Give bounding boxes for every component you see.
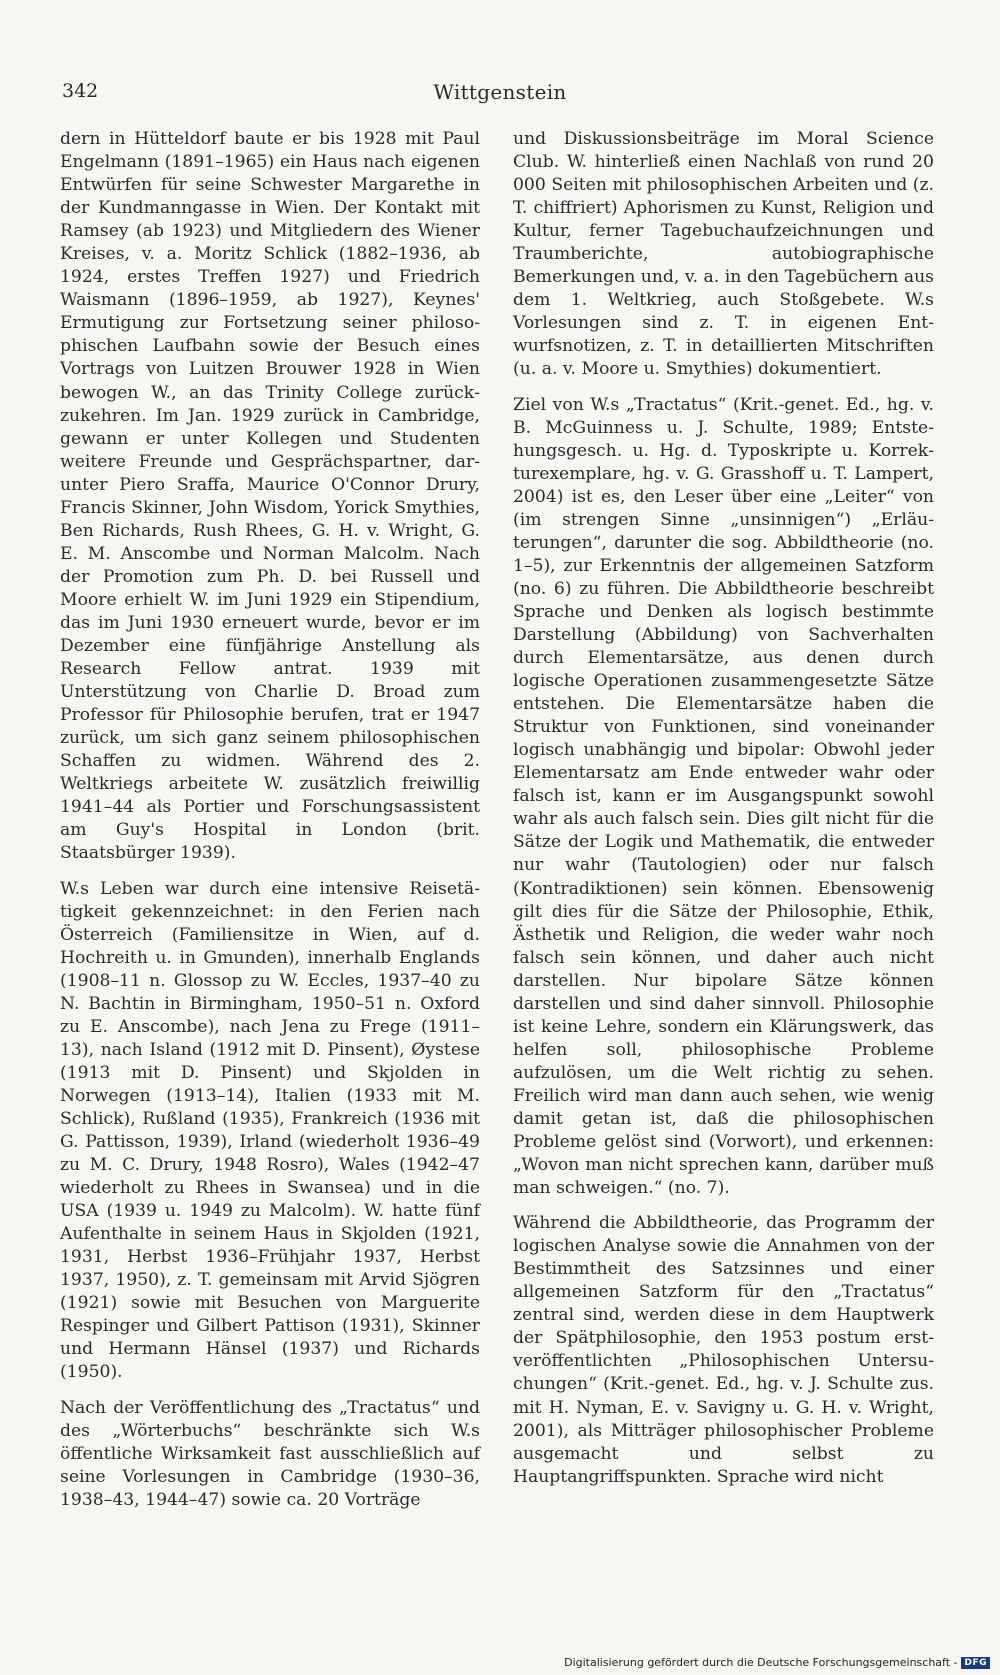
dfg-logo: DFG bbox=[961, 1657, 990, 1669]
page-number: 342 bbox=[62, 80, 99, 102]
paragraph: Während die Abbildtheorie, das Programm der logischen Analyse sowie die Annahmen von der Bestimmtheit des Satzsinnes und einer allgemeinen Satzform für den „Tractatus“ zentral sind, werden diese in dem Hauptwerk der Spätphilosophie, den 1953 postum erstveröffentlichten „Philosophischen Untersuchungen“ (Krit.-genet. Ed., hg. v. J. Schulte zus. mit H. Nyman, E. v. Savigny u. G. H. v. Wright, 2001), als Mitträger philosophischer Probleme ausgemacht und selbst zu Hauptangriffspunkten. Sprache wird nicht bbox=[513, 1213, 934, 1487]
right-column bbox=[513, 128, 934, 1489]
paragraph: Nach der Veröffentlichung des „Tractatus“ und des „Wörterbuchs“ beschränkte sich W.s öffentliche Wirksamkeit fast ausschließlich auf seine Vorlesungen in Cambridge (1930–36, 1938–43, 1944–47) sowie ca. 20 Vorträge bbox=[60, 1397, 480, 1510]
left-column bbox=[60, 128, 480, 1512]
paragraph: und Diskussionsbeiträge im Moral Science Club. W. hinterließ einen Nachlaß von rund 20 000 Seiten mit philosophischen Arbeiten und (z. T. chiffriert) Aphorismen zu Kunst, Religion und Kultur, ferner Tagebuchaufzeichnungen und Traumberichte, autobiographische Bemerkungen und, v. a. in den Tagebüchern aus dem 1. Weltkrieg, auch Stoßgebete. W.s Vorlesungen sind z. T. in eigenen Entwurfsnotizen, z. T. in detaillierten Mitschriften (u. a. v. Moore u. Smythies) dokumentiert. bbox=[513, 129, 934, 380]
running-head: Wittgenstein bbox=[433, 80, 567, 104]
footer-text: Digitalisierung gefördert durch die Deutsche Forschungsgemeinschaft - bbox=[564, 1656, 958, 1669]
footer-credit bbox=[564, 1656, 990, 1669]
paragraph: W.s Leben war durch eine intensive Reisetätigkeit gekennzeichnet: in den Ferien nach Österreich (Familiensitze in Wien, auf d. Hochreith u. in Gmunden), innerhalb Englands (1908–11 n. Glossop zu W. Eccles, 1937–40 zu N. Bachtin in Birmingham, 1950–51 n. Oxford zu E. Anscombe), nach Jena zu Frege (1911–13), nach Island (1912 mit D. Pinsent), Øystese (1913 mit D. Pinsent) und Skjolden in Norwegen (1913–14), Italien (1933 mit M. Schlick), Rußland (1935), Frankreich (1936 mit G. Pattisson, 1939), Irland (wiederholt 1936–49 zu M. C. Drury, 1948 Rosro), Wales (1942–47 wiederholt zu Rhees in Swansea) und in die USA (1939 u. 1949 zu Malcolm). W. hatte fünf Aufenthalte in seinem Haus in Skjolden (1921, 1931, Herbst 1936–Frühjahr 1937, Herbst 1937, 1950), z. T. gemeinsam mit Arvid Sjögren (1921) sowie mit Besuchen von Marguerite Respinger und Gilbert Pattison (1931), Skinner und Hermann Hänsel (1937) und Richards (1950). bbox=[60, 878, 480, 1383]
paragraph: Ziel von W.s „Tractatus“ (Krit.-genet. Ed., hg. v. B. McGuinness u. J. Schulte, 1989; Entstehungsgesch. u. Hg. d. Typoskripte u. Korrekturexemplare, hg. v. G. Grasshoff u. T. Lampert, 2004) ist es, den Leser über eine „Leiter“ von (im strengen Sinne „unsinnigen“) „Erläuterungen“, darunter die sog. Abbildtheorie (no. 1–5), zur Erkenntnis der allgemeinen Satzform (no. 6) zu führen. Die Abbildtheorie beschreibt Sprache und Denken als logisch bestimmte Darstellung (Abbildung) von Sachverhalten durch Elementarsätze, aus denen durch logische Operationen zusammengesetzte Sätze entstehen. Die Elementarsätze haben die Struktur von Funktionen, sind voneinander logisch unabhängig und bipolar: Obwohl jeder Elementarsatz am Ende entweder wahr oder falsch ist, kann er im Ausgangspunkt sowohl wahr als auch falsch sein. Dies gilt nicht für die Sätze der Logik und Mathematik, die entweder nur wahr (Tautologien) oder nur falsch (Kontradiktionen) sein können. Ebensowenig gilt dies für die Sätze der Philosophie, Ethik, Ästhetik und Religion, die weder wahr noch falsch sein können, und daher auch nicht darstellen. Nur bipolare Sätze können darstellen und sind daher sinnvoll. Philosophie ist keine Lehre, sondern ein Klärungswerk, das helfen soll, philosophische Probleme aufzulösen, um die Welt richtig zu sehen. Freilich wird man dann auch sehen, wie wenig damit getan ist, daß die philosophischen Probleme gelöst sind (Vorwort), und erkennen: „Wovon man nicht sprechen kann, darüber muß man schweigen.“ (no. 7). bbox=[513, 394, 934, 1199]
paragraph: dern in Hütteldorf baute er bis 1928 mit Paul Engelmann (1891–1965) ein Haus nach eigenen Entwürfen für seine Schwester Margarethe in der Kundmanngasse in Wien. Der Kontakt mit Ramsey (ab 1923) und Mitgliedern des Wiener Kreises, v. a. Moritz Schlick (1882–1936, ab 1924, erstes Treffen 1927) und Friedrich Waismann (1896–1959, ab 1927), Keynes' Ermutigung zur Fortsetzung seiner philosophischen Laufbahn sowie der Besuch eines Vortrags von Luitzen Brouwer 1928 in Wien bewogen W., an das Trinity College zurückzukehren. Im Jan. 1929 zurück in Cambridge, gewann er unter Kollegen und Studenten weitere Freunde und Gesprächspartner, darunter Piero Sraffa, Maurice O'Connor Drury, Francis Skinner, John Wisdom, Yorick Smythies, Ben Richards, Rush Rhees, G. H. v. Wright, G. E. M. Anscombe und Norman Malcolm. Nach der Promotion zum Ph. D. bei Russell und Moore erhielt W. im Juni 1929 ein Stipendium, das im Juni 1930 erneuert wurde, bevor er im Dezember eine fünfjährige Anstellung als Research Fellow antrat. 1939 mit Unterstützung von Charlie D. Broad zum Professor für Philosophie berufen, trat er 1947 zurück, um sich ganz seinem philosophischen Schaffen zu widmen. Während des 2. Weltkriegs arbeitete W. zusätzlich freiwillig 1941–44 als Portier und Forschungsassistent am Guy's Hospital in London (brit. Staatsbürger 1939). bbox=[60, 129, 480, 864]
